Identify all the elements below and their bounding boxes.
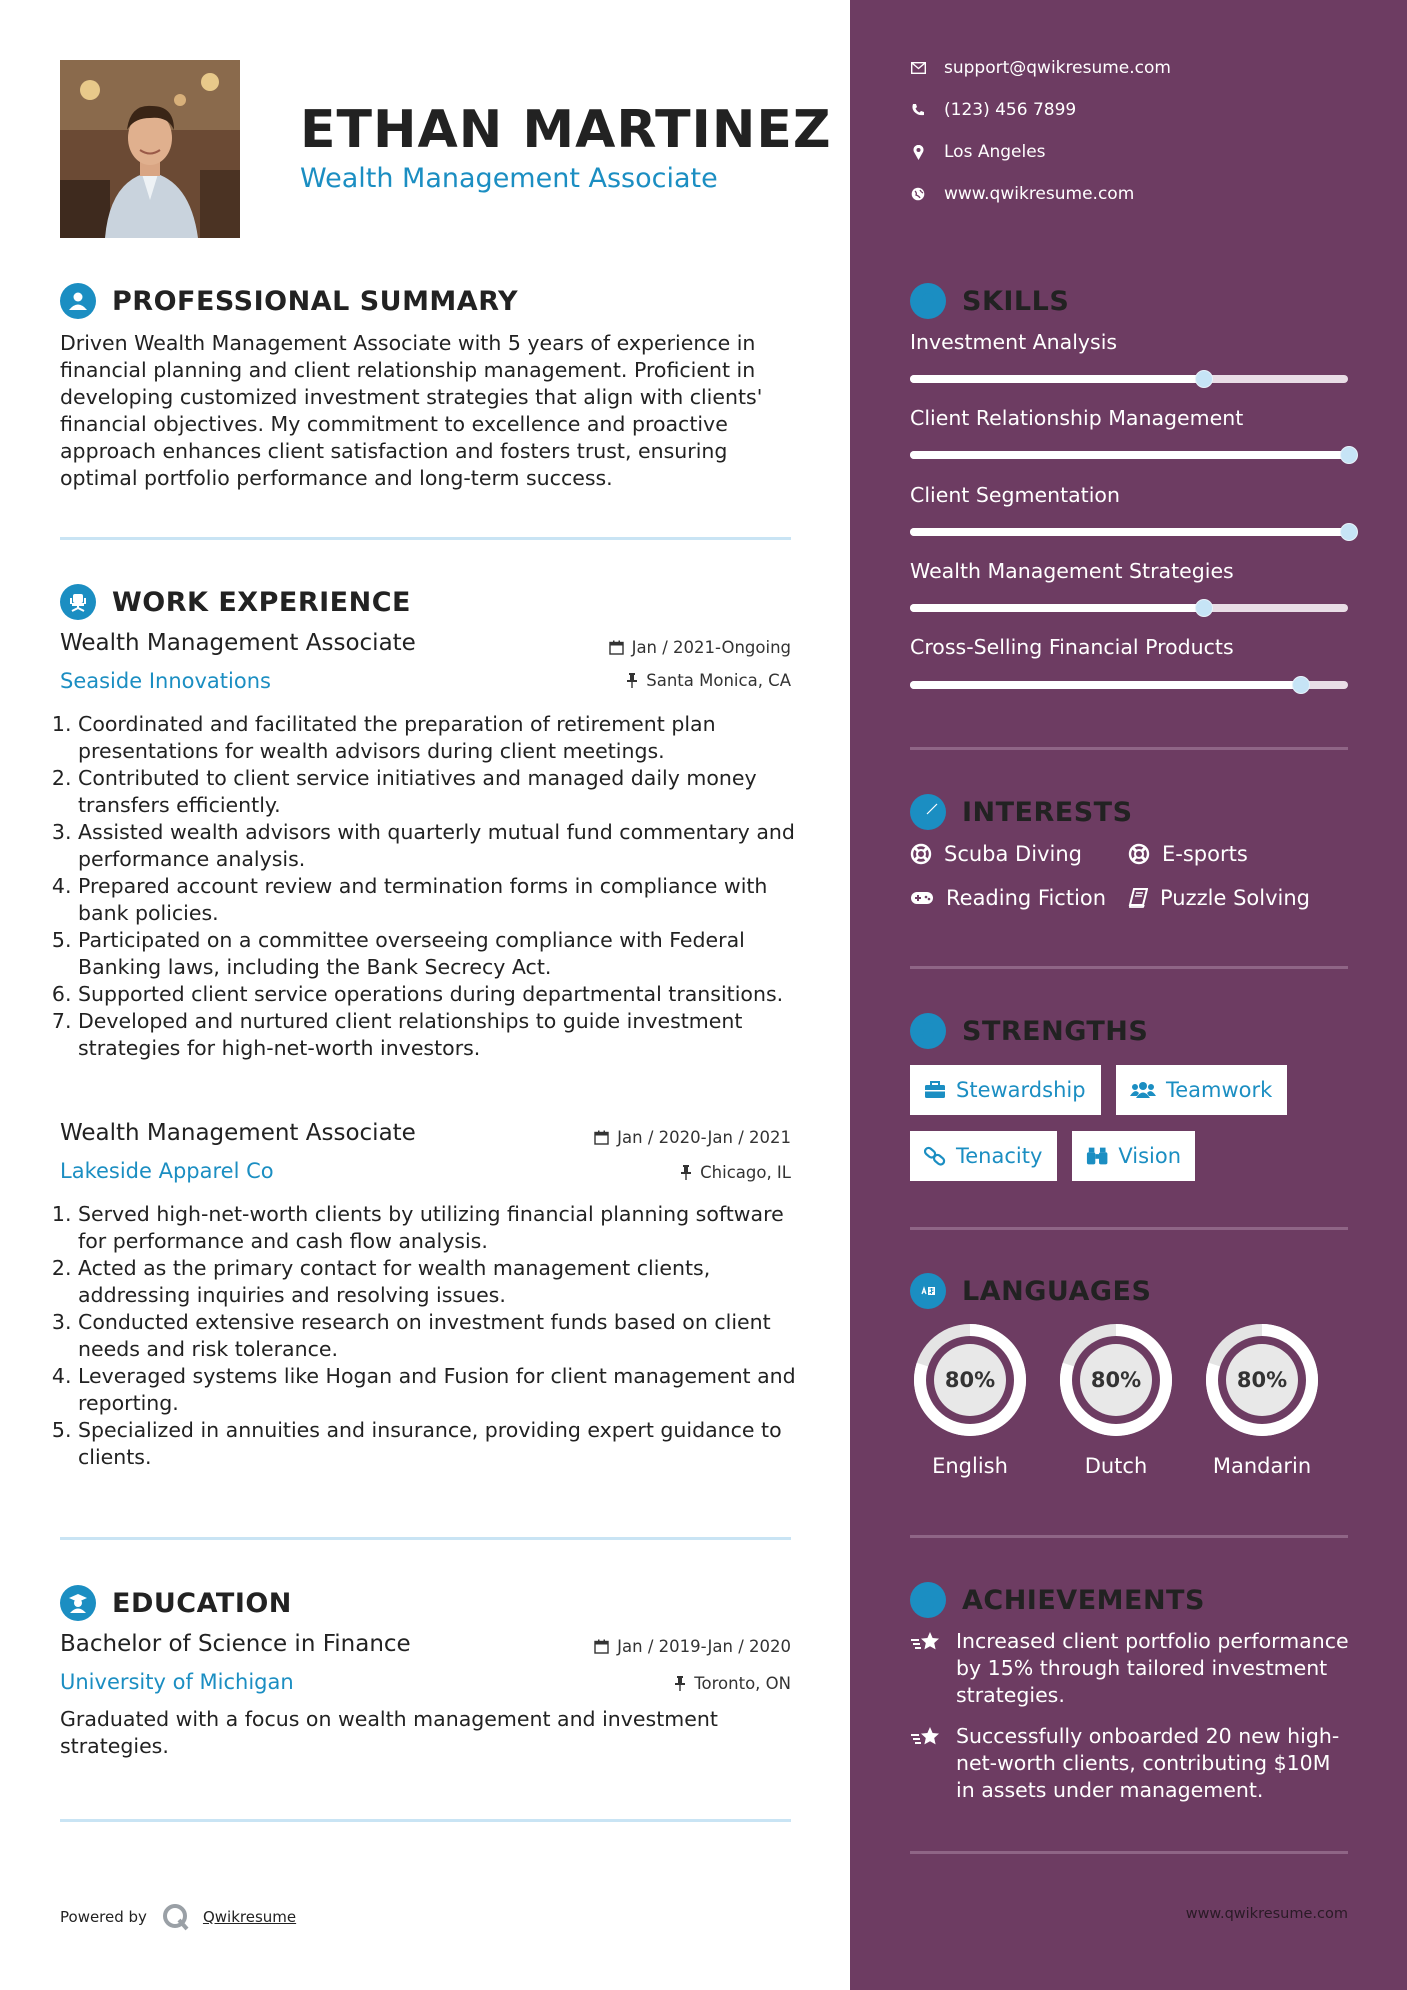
language-percent: 80%: [944, 1368, 996, 1392]
candidate-name: ETHAN MARTINEZ: [300, 100, 832, 160]
job-bullets: [60, 1201, 813, 1471]
skills-header: [910, 283, 1069, 319]
office-chair-icon: [60, 584, 96, 620]
languages-header: [910, 1273, 1151, 1309]
envelope-icon: [911, 62, 926, 74]
achievement-item: [910, 1723, 1350, 1804]
job-dates-text: Jan / 2020-Jan / 2021: [617, 1128, 791, 1147]
powered-by: [60, 1902, 296, 1932]
section-divider: [910, 1535, 1348, 1538]
strength-chip: [910, 1131, 1057, 1181]
interest-label: Puzzle Solving: [1160, 886, 1310, 910]
contact-email-text: support@qwikresume.com: [944, 58, 1171, 78]
skill-bar: [910, 604, 1348, 612]
contact-location: [910, 142, 1046, 162]
language-name: English: [932, 1454, 1008, 1478]
interest-item: [1128, 842, 1248, 866]
achievement-text: Increased client portfolio performance by 15% through tailored investment strategies.: [956, 1629, 1349, 1707]
paper-plane-icon: [910, 794, 946, 830]
language-percent: 80%: [1090, 1368, 1142, 1392]
language-item: [908, 1318, 1032, 1478]
list-item: 4. Prepared account review and termination forms in compliance with bank policies.: [78, 873, 813, 927]
degree: Bachelor of Science in Finance: [60, 1631, 411, 1657]
pin-icon: [626, 673, 638, 688]
qwikresume-link[interactable]: Qwikresume: [202, 1908, 297, 1926]
job-dates: [480, 1128, 791, 1147]
profile-photo: [60, 60, 240, 238]
list-item: 3. Conducted extensive research on investment funds based on client needs and risk tolerance.: [78, 1309, 813, 1363]
summary-text: Driven Wealth Management Associate with 5 years of experience in financial planning and client relationship management. Proficient in developing customized investment strategies that align with clients' financial objectives. My commitment to excellence and proactive approach enhances client satisfaction and fosters trust, ensuring optimal portfolio performance and long-term success.: [60, 331, 763, 490]
skills-heading: SKILLS: [962, 285, 1070, 317]
map-marker-icon: [913, 145, 924, 160]
skill-bar-fill: [910, 375, 1203, 383]
language-name: Dutch: [1084, 1454, 1148, 1478]
job-dates-text: Jan / 2021-Ongoing: [631, 638, 791, 657]
list-item: 2. Acted as the primary contact for wealth management clients, addressing inquiries and resolving issues.: [78, 1255, 813, 1309]
language-percent: 80%: [1236, 1368, 1288, 1392]
skill-bar-fill: [910, 451, 1348, 459]
skill-bar: [910, 681, 1348, 689]
qwikresume-logo-icon: [161, 1902, 191, 1932]
interest-label: Scuba Diving: [944, 842, 1082, 866]
languages-heading: LANGUAGES: [962, 1275, 1152, 1307]
list-item: 6. Supported client service operations during departmental transitions.: [78, 981, 813, 1008]
lifebuoy-icon: [910, 843, 932, 865]
strengths-header: [910, 1013, 1148, 1049]
summary-heading: PROFESSIONAL SUMMARY: [112, 285, 519, 317]
user-icon: [60, 283, 96, 319]
list-item: 7. Developed and nurtured client relationships to guide investment strategies for high-net-worth investors.: [78, 1008, 813, 1062]
strength-chip: [1072, 1131, 1195, 1181]
calendar-icon: [594, 1639, 609, 1654]
strength-label: Stewardship: [956, 1078, 1086, 1102]
strengths-heading: STRENGTHS: [962, 1015, 1149, 1047]
section-divider: [910, 747, 1348, 750]
language-item: [1054, 1318, 1178, 1478]
skill-bar-fill: [910, 604, 1203, 612]
list-item: 5. Participated on a committee overseeing compliance with Federal Banking laws, including the Bank Secrecy Act.: [78, 927, 813, 981]
skill-bar-fill: [910, 681, 1300, 689]
list-item: 5. Specialized in annuities and insurance, providing expert guidance to clients.: [78, 1417, 813, 1471]
education-dates: [480, 1637, 791, 1656]
candidate-title: Wealth Management Associate: [300, 163, 718, 194]
interest-item: [910, 842, 1082, 866]
skill-bar-knob: [1340, 446, 1358, 464]
interest-item: [910, 886, 1106, 910]
skill-bar: [910, 528, 1348, 536]
education-heading: EDUCATION: [112, 1587, 292, 1619]
graduate-icon: [60, 1585, 96, 1621]
job-location: [480, 671, 791, 690]
language-ring: [1200, 1318, 1324, 1442]
contact-phone-text: (123) 456 7899: [944, 100, 1077, 120]
strength-label: Tenacity: [956, 1144, 1043, 1168]
skill-label: Cross-Selling Financial Products: [910, 635, 1234, 659]
job-bullets: [60, 711, 813, 1062]
globe-icon: [911, 187, 925, 201]
interest-label: E-sports: [1162, 842, 1248, 866]
phone-icon: [911, 103, 925, 117]
strength-label: Vision: [1118, 1144, 1181, 1168]
language-name: Mandarin: [1212, 1454, 1312, 1478]
school: University of Michigan: [60, 1670, 294, 1694]
education-dates-text: Jan / 2019-Jan / 2020: [617, 1637, 791, 1656]
gamepad-icon: [910, 890, 934, 906]
strength-chip: [1116, 1065, 1287, 1115]
section-divider: [60, 1819, 791, 1822]
language-ring: [908, 1318, 1032, 1442]
hand-icon: [910, 1013, 946, 1049]
link-icon: [924, 1146, 946, 1166]
pin-icon: [680, 1165, 692, 1180]
skill-bar-knob: [1340, 523, 1358, 541]
skill-label: Client Relationship Management: [910, 406, 1244, 430]
education-header: [60, 1585, 292, 1621]
pin-icon: [674, 1676, 686, 1691]
achievement-text: Successfully onboarded 20 new high-net-worth clients, contributing $10M in assets under management.: [956, 1724, 1340, 1802]
education-text: Graduated with a focus on wealth management and investment strategies.: [60, 1707, 718, 1758]
binoculars-icon: [1086, 1146, 1108, 1166]
section-divider: [60, 537, 791, 540]
powered-by-label: Powered by: [60, 1908, 147, 1926]
achievement-item: [910, 1628, 1350, 1709]
skill-bar: [910, 375, 1348, 383]
job-company: Lakeside Apparel Co: [60, 1159, 274, 1183]
interests-heading: INTERESTS: [962, 796, 1133, 828]
contact-website[interactable]: [910, 184, 1134, 204]
language-ring: [1054, 1318, 1178, 1442]
skill-bar-knob: [1292, 676, 1310, 694]
section-divider: [910, 1227, 1348, 1230]
skill-bar: [910, 451, 1348, 459]
skill-label: Wealth Management Strategies: [910, 559, 1234, 583]
strength-label: Teamwork: [1166, 1078, 1273, 1102]
contact-location-text: Los Angeles: [944, 142, 1046, 162]
skill-label: Client Segmentation: [910, 483, 1120, 507]
job-dates: [480, 638, 791, 657]
achievements-header: [910, 1582, 1205, 1618]
strength-chip: [910, 1065, 1101, 1115]
calendar-icon: [609, 640, 624, 655]
shooting-star-icon: [910, 1630, 942, 1654]
section-divider: [60, 1537, 791, 1540]
interests-header: [910, 794, 1133, 830]
job-location: [480, 1163, 791, 1182]
translate-icon: [910, 1273, 946, 1309]
contact-website-text: www.qwikresume.com: [944, 184, 1135, 204]
list-item: 1. Coordinated and facilitated the preparation of retirement plan presentations for wealth advisors during client meetings.: [78, 711, 813, 765]
footer-site[interactable]: www.qwikresume.com: [1185, 1906, 1348, 1922]
job-role: Wealth Management Associate: [60, 1120, 416, 1146]
list-item: 2. Contributed to client service initiatives and managed daily money transfers efficiently.: [78, 765, 813, 819]
users-icon: [1130, 1081, 1156, 1099]
list-item: 4. Leveraged systems like Hogan and Fusion for client management and reporting.: [78, 1363, 813, 1417]
contact-phone[interactable]: [910, 100, 1076, 120]
calendar-icon: [594, 1130, 609, 1145]
job-role: Wealth Management Associate: [60, 630, 416, 656]
summary-header: [60, 283, 518, 319]
job-company: Seaside Innovations: [60, 669, 271, 693]
section-divider: [910, 966, 1348, 969]
briefcase-icon: [924, 1081, 946, 1099]
skill-bar-fill: [910, 528, 1348, 536]
list-item: 1. Served high-net-worth clients by utilizing financial planning software for performance and cash flow analysis.: [78, 1201, 813, 1255]
experience-header: [60, 584, 411, 620]
interest-item: [1128, 886, 1310, 910]
book-icon: [1128, 888, 1148, 908]
education-location-text: Toronto, ON: [694, 1674, 791, 1693]
skill-label: Investment Analysis: [910, 330, 1118, 354]
job-location-text: Chicago, IL: [700, 1163, 791, 1182]
lifebuoy-icon: [1128, 843, 1150, 865]
shooting-star-icon: [910, 1725, 942, 1749]
experience-heading: WORK EXPERIENCE: [112, 586, 411, 618]
interest-label: Reading Fiction: [946, 886, 1107, 910]
language-item: [1200, 1318, 1324, 1478]
education-location: [480, 1674, 791, 1693]
star-badge-icon: [910, 1582, 946, 1618]
list-item: 3. Assisted wealth advisors with quarterly mutual fund commentary and performance analysis.: [78, 819, 813, 873]
lightbulb-icon: [910, 283, 946, 319]
achievements-heading: ACHIEVEMENTS: [962, 1584, 1205, 1616]
section-divider: [910, 1851, 1348, 1854]
contact-email[interactable]: [910, 58, 1171, 78]
job-location-text: Santa Monica, CA: [646, 671, 791, 690]
